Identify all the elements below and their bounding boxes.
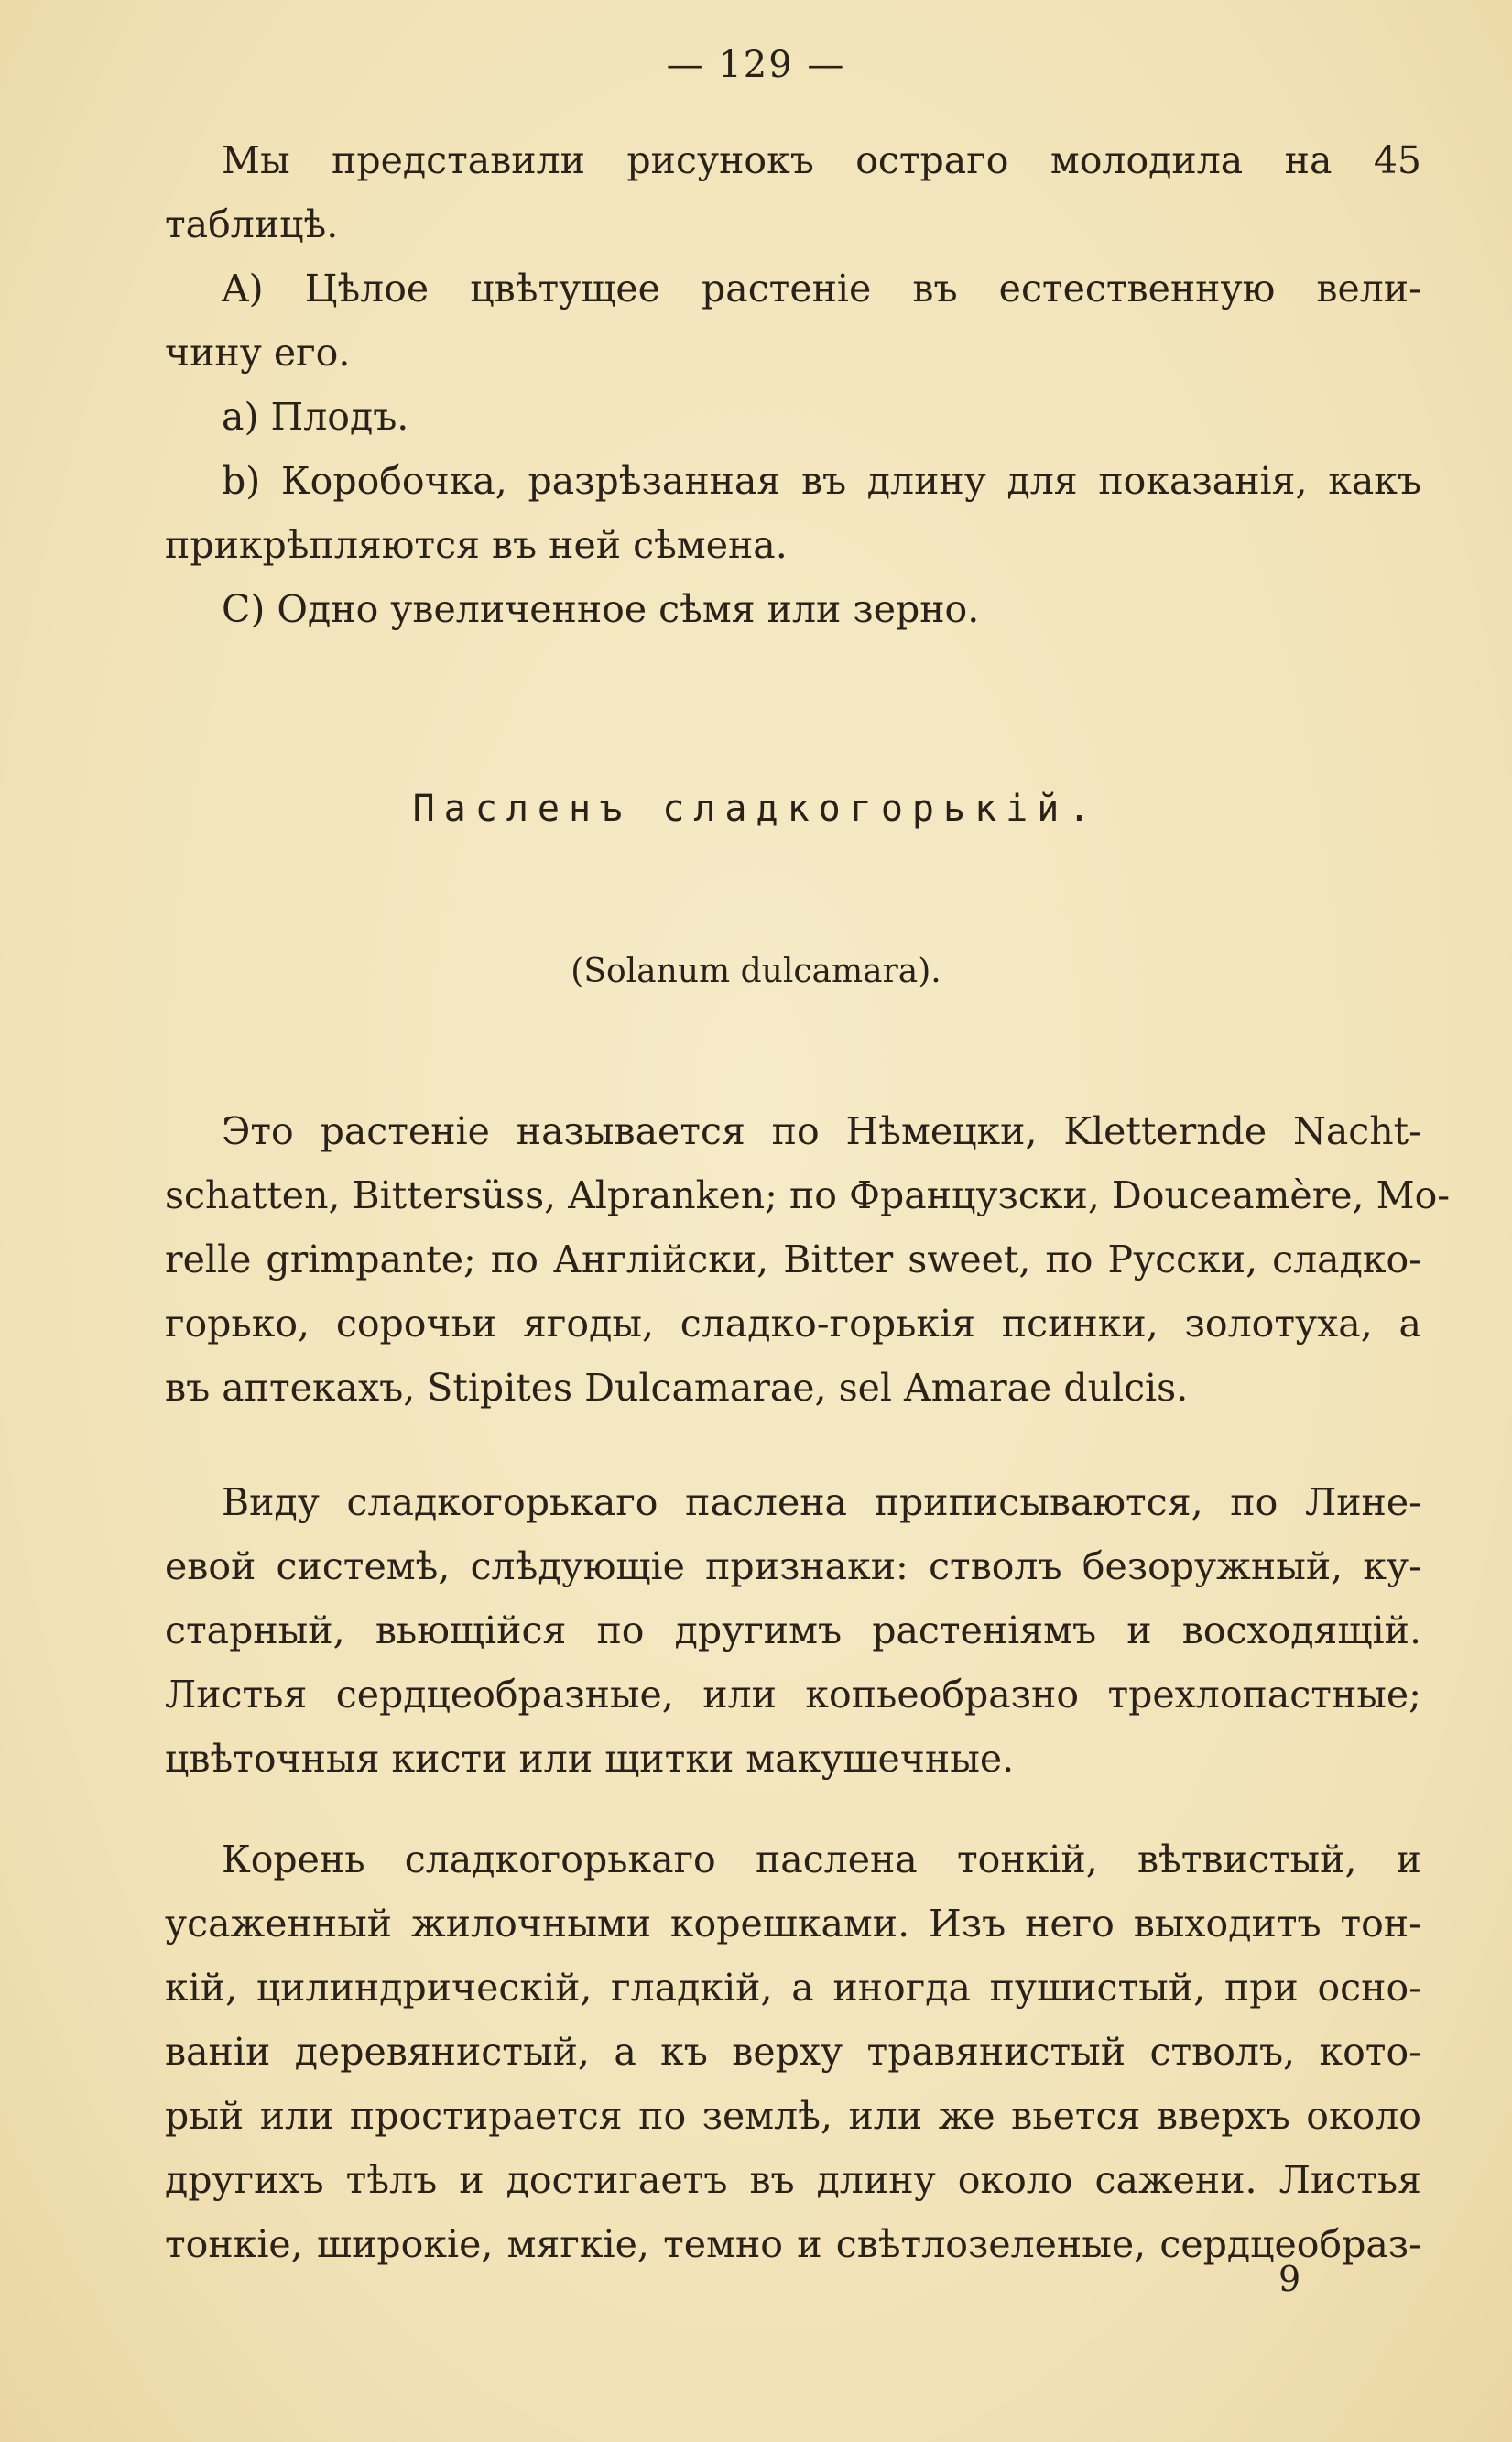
text-line: чину его. [165, 331, 351, 375]
paragraph-characteristics [165, 1470, 1421, 1791]
text-line: Виду сладкогорькаго паслена приписываются, по Лине- [222, 1480, 1421, 1524]
text-line: ваніи деревянистый, а къ верху травянистый стволъ, кото- [165, 2030, 1421, 2074]
text-line: C) Одно увеличенное сѣмя или зерно. [222, 587, 980, 631]
intro-block [165, 128, 1421, 641]
text-line: горько, сорочьи ягоды, сладко-горькія псинки, золотуха, а [165, 1302, 1421, 1346]
text-line: таблицѣ. [165, 202, 339, 246]
text-line: старный, вьющійся по другимъ растеніямъ и восходящій. [165, 1608, 1421, 1652]
signature-mark: 9 [1278, 2259, 1301, 2299]
text-line: рый или простирается по землѣ, или же вьется вверхъ около [165, 2094, 1421, 2138]
text-line: relle grimpante; по Англійски, Bitter sweet, по Русски, сладко- [165, 1237, 1421, 1281]
text-line: другихъ тѣлъ и достигаетъ въ длину около сажени. Листья [165, 2158, 1421, 2202]
text-line: усаженный жилочными корешками. Изъ него выходитъ тон- [165, 1902, 1421, 1946]
paragraph-names [165, 1099, 1451, 1420]
text-line: прикрѣпляются въ ней сѣмена. [165, 523, 788, 567]
text-line: a) Плодъ. [222, 395, 409, 439]
text-line: въ аптекахъ, Stipites Dulcamarae, sel Amarae dulcis. [165, 1366, 1189, 1410]
paragraph-description [165, 1827, 1421, 2276]
text-line: тонкіе, широкіе, мягкіе, темно и свѣтлозеленые, сердцеобраз- [165, 2222, 1421, 2266]
text-line: Это растеніе называется по Нѣмецки, Kletternde Nacht- [222, 1109, 1421, 1153]
text-line: Мы представили рисунокъ остраго молодила на 45 [222, 138, 1421, 182]
latin-name: (Solanum dulcamara). [571, 953, 941, 990]
text-line: евой системѣ, слѣдующіе признаки: стволъ безоружный, ку- [165, 1544, 1421, 1588]
text-line: b) Коробочка, разрѣзанная въ длину для показанія, какъ [222, 459, 1421, 503]
section-heading: Пасленъ сладкогорькій. [412, 788, 1100, 830]
text-line: A) Цѣлое цвѣтущее растеніе въ естественную вели- [222, 267, 1421, 311]
text-line: Листья сердцеобразные, или копьеобразно трехлопастные; [165, 1673, 1421, 1717]
text-line: кій, цилиндрическій, гладкій, а иногда пушистый, при осно- [165, 1966, 1421, 2010]
page-number: — 129 — [666, 44, 846, 86]
text-line: Корень сладкогорькаго паслена тонкій, вѣтвистый, и [222, 1837, 1421, 1881]
text-line: цвѣточныя кисти или щитки макушечные. [165, 1737, 1015, 1781]
text-line: schatten, Bittersüss, Alpranken; по Французски, Douceamère, Mo- [165, 1173, 1451, 1217]
